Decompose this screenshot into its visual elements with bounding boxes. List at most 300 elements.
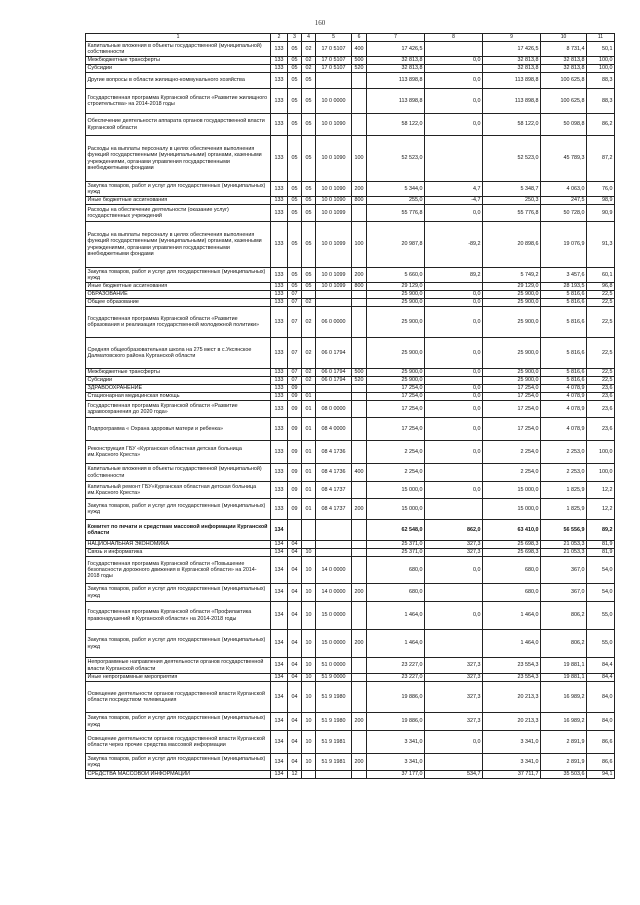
table-row (86, 418, 615, 441)
value-executed: 19 881,1 (541, 658, 587, 674)
code-expense-type (352, 557, 367, 584)
value-executed: 806,2 (541, 602, 587, 630)
row-name: Общее образование (86, 299, 271, 307)
code-admin: 133 (271, 441, 288, 464)
code-admin: 133 (271, 222, 288, 268)
code-expense-type: 100 (352, 222, 367, 268)
value-change: 0,0 (425, 338, 483, 369)
value-adjusted: 25 900,0 (483, 377, 541, 385)
value-change: 0,0 (425, 114, 483, 136)
code-admin: 134 (271, 630, 288, 658)
value-adjusted: 113 898,8 (483, 89, 541, 114)
row-name: Субсидии (86, 65, 271, 73)
row-name: Межбюджетные трансферты (86, 57, 271, 65)
column-number: 2 (271, 34, 288, 42)
code-subsection: 01 (302, 401, 316, 418)
code-subsection: 05 (302, 197, 316, 205)
code-subsection: 01 (302, 464, 316, 482)
value-percent: 12,2 (587, 482, 615, 499)
value-change: 534,7 (425, 771, 483, 779)
code-subsection: 10 (302, 584, 316, 602)
value-adjusted: 63 410,0 (483, 520, 541, 541)
value-change (425, 42, 483, 57)
table-row (86, 197, 615, 205)
code-subsection: 10 (302, 674, 316, 682)
code-target-item: 17 0 5107 (316, 42, 352, 57)
table-row (86, 369, 615, 377)
table-row (86, 65, 615, 73)
code-subsection: 05 (302, 114, 316, 136)
code-section: 09 (288, 385, 302, 393)
value-executed: 367,0 (541, 557, 587, 584)
code-expense-type (352, 658, 367, 674)
code-expense-type (352, 307, 367, 338)
code-admin: 134 (271, 602, 288, 630)
value-adjusted: 32 813,8 (483, 57, 541, 65)
value-approved: 255,0 (367, 197, 425, 205)
code-section: 04 (288, 754, 302, 771)
code-subsection: 05 (302, 182, 316, 197)
row-name: Стационарная медицинская помощь (86, 393, 271, 401)
value-percent: 90,9 (587, 205, 615, 222)
table-row (86, 42, 615, 57)
value-percent: 96,8 (587, 283, 615, 291)
code-admin: 134 (271, 549, 288, 557)
code-section: 05 (288, 136, 302, 182)
code-subsection: 02 (302, 307, 316, 338)
value-executed: 21 053,3 (541, 549, 587, 557)
row-name: Расходы на выплаты персоналу в целях обеспечения выполнения функций государственными (муниципальными) органами, казенными учреждениями, органами управления государственными внебюджетными фондами (86, 222, 271, 268)
column-number: 3 (288, 34, 302, 42)
value-approved: 3 341,0 (367, 731, 425, 754)
code-admin: 134 (271, 557, 288, 584)
code-expense-type: 100 (352, 136, 367, 182)
row-name: ЗДРАВООХРАНЕНИЕ (86, 385, 271, 393)
code-subsection: 02 (302, 57, 316, 65)
code-admin: 133 (271, 136, 288, 182)
code-subsection: 05 (302, 205, 316, 222)
value-change (425, 584, 483, 602)
table-row (86, 731, 615, 754)
code-subsection: 01 (302, 441, 316, 464)
code-admin: 133 (271, 73, 288, 89)
value-adjusted: 2 254,0 (483, 441, 541, 464)
page-number: 160 (314, 19, 326, 27)
code-target-item: 10 0 1090 (316, 114, 352, 136)
code-admin: 133 (271, 291, 288, 299)
code-expense-type: 520 (352, 377, 367, 385)
code-target-item (316, 520, 352, 541)
code-section: 09 (288, 441, 302, 464)
value-percent: 98,9 (587, 197, 615, 205)
value-percent: 91,3 (587, 222, 615, 268)
code-subsection: 10 (302, 557, 316, 584)
value-percent: 86,2 (587, 114, 615, 136)
value-approved: 2 254,0 (367, 464, 425, 482)
value-percent: 76,0 (587, 182, 615, 197)
code-expense-type: 500 (352, 57, 367, 65)
code-target-item: 10 0 1090 (316, 136, 352, 182)
value-adjusted: 58 122,0 (483, 114, 541, 136)
value-executed: 5 816,6 (541, 338, 587, 369)
value-percent: 12,2 (587, 499, 615, 520)
value-change: 0,0 (425, 369, 483, 377)
code-admin: 133 (271, 464, 288, 482)
table-row (86, 482, 615, 499)
row-name: Иные бюджетные ассигнования (86, 197, 271, 205)
row-name: Обеспечение деятельности аппарата органов государственной власти Курганской области (86, 114, 271, 136)
code-target-item: 06 0 1794 (316, 338, 352, 369)
value-change: -4,7 (425, 197, 483, 205)
code-target-item (316, 549, 352, 557)
row-name: Государственная программа Курганской области «Профилактика правонарушений в Курганской области» на 2014-2018 годы (86, 602, 271, 630)
code-subsection: 05 (302, 222, 316, 268)
value-approved: 23 227,0 (367, 674, 425, 682)
code-expense-type (352, 549, 367, 557)
value-approved: 23 227,0 (367, 658, 425, 674)
code-target-item: 51 9 1981 (316, 731, 352, 754)
value-adjusted: 17 254,0 (483, 385, 541, 393)
table-row (86, 713, 615, 731)
code-expense-type: 200 (352, 584, 367, 602)
code-subsection (302, 541, 316, 549)
row-name: НАЦИОНАЛЬНАЯ ЭКОНОМИКА (86, 541, 271, 549)
code-target-item: 08 4 1736 (316, 441, 352, 464)
value-adjusted: 25 900,0 (483, 291, 541, 299)
value-executed: 4 078,9 (541, 418, 587, 441)
value-adjusted: 2 254,0 (483, 464, 541, 482)
value-approved: 29 129,0 (367, 283, 425, 291)
row-name: Капитальные вложения в объекты государственной (муниципальной) собственности (86, 464, 271, 482)
code-expense-type (352, 73, 367, 89)
code-section: 05 (288, 222, 302, 268)
code-target-item: 10 0 1099 (316, 222, 352, 268)
row-name: Средняя общеобразовательная школа на 275 мест в с.Уксянское Далматовского района Курганской области (86, 338, 271, 369)
value-percent: 86,6 (587, 731, 615, 754)
value-change (425, 283, 483, 291)
row-name: Капитальные вложения в объекты государственной (муниципальной) собственности (86, 42, 271, 57)
row-name: Иные бюджетные ассигнования (86, 283, 271, 291)
value-change: 327,3 (425, 674, 483, 682)
code-subsection (302, 520, 316, 541)
table-row (86, 114, 615, 136)
value-approved: 680,0 (367, 557, 425, 584)
value-executed: 19 881,1 (541, 674, 587, 682)
row-name: Закупка товаров, работ и услуг для государственных (муниципальных) нужд (86, 754, 271, 771)
code-subsection: 10 (302, 754, 316, 771)
value-percent: 23,6 (587, 393, 615, 401)
value-percent: 84,0 (587, 713, 615, 731)
value-adjusted: 17 254,0 (483, 418, 541, 441)
code-admin: 133 (271, 401, 288, 418)
code-target-item: 06 0 0000 (316, 307, 352, 338)
row-name: Капитальный ремонт ГБУ«Курганская областная детская больница им.Красного Креста» (86, 482, 271, 499)
code-expense-type (352, 393, 367, 401)
code-admin: 133 (271, 418, 288, 441)
table-row (86, 401, 615, 418)
value-change (425, 754, 483, 771)
code-target-item: 10 0 0000 (316, 89, 352, 114)
code-target-item (316, 73, 352, 89)
code-expense-type (352, 299, 367, 307)
code-expense-type (352, 205, 367, 222)
value-adjusted: 25 698,3 (483, 541, 541, 549)
row-name: Государственная программа Курганской области «Развитие жилищного строительства» на 2014-2018 годы (86, 89, 271, 114)
value-approved: 58 122,0 (367, 114, 425, 136)
value-approved: 25 900,0 (367, 377, 425, 385)
value-approved: 2 254,0 (367, 441, 425, 464)
row-name: Закупка товаров, работ и услуг для государственных (муниципальных) нужд (86, 713, 271, 731)
row-name: Государственная программа Курганской области «Развитие здравоохранения до 2020 года» (86, 401, 271, 418)
value-percent: 100,0 (587, 464, 615, 482)
code-admin: 133 (271, 307, 288, 338)
value-percent: 81,9 (587, 541, 615, 549)
code-target-item: 08 4 1737 (316, 499, 352, 520)
code-target-item: 10 0 1090 (316, 197, 352, 205)
code-target-item: 15 0 0000 (316, 602, 352, 630)
code-admin: 133 (271, 197, 288, 205)
value-approved: 1 464,0 (367, 630, 425, 658)
value-approved: 5 660,0 (367, 268, 425, 283)
code-expense-type (352, 674, 367, 682)
value-change (425, 136, 483, 182)
row-name: Межбюджетные трансферты (86, 369, 271, 377)
code-section: 04 (288, 541, 302, 549)
value-adjusted: 17 426,5 (483, 42, 541, 57)
code-expense-type: 800 (352, 283, 367, 291)
table-row (86, 338, 615, 369)
value-approved: 25 900,0 (367, 291, 425, 299)
value-executed: 50 728,0 (541, 205, 587, 222)
value-percent: 54,0 (587, 584, 615, 602)
code-admin: 134 (271, 713, 288, 731)
code-section: 05 (288, 65, 302, 73)
value-adjusted: 20 213,3 (483, 682, 541, 713)
code-subsection: 02 (302, 369, 316, 377)
value-adjusted: 3 341,0 (483, 731, 541, 754)
value-executed: 4 078,9 (541, 385, 587, 393)
value-percent: 88,3 (587, 89, 615, 114)
table-row (86, 291, 615, 299)
value-change (425, 464, 483, 482)
value-executed: 1 825,9 (541, 482, 587, 499)
table-row (86, 541, 615, 549)
value-percent: 50,1 (587, 42, 615, 57)
row-name: Расходы на выплаты персоналу в целях обеспечения выполнения функций государственными (муниципальными) органами, казенными учреждениями, органами управления государственными внебюджетными фондами (86, 136, 271, 182)
code-admin: 133 (271, 89, 288, 114)
code-section: 05 (288, 57, 302, 65)
table-row (86, 205, 615, 222)
code-section: 04 (288, 713, 302, 731)
value-percent: 23,6 (587, 385, 615, 393)
value-change: 0,0 (425, 731, 483, 754)
value-executed: 100 625,8 (541, 89, 587, 114)
value-executed: 5 816,6 (541, 291, 587, 299)
value-approved: 680,0 (367, 584, 425, 602)
row-name: Государственная программа Курганской области «Развитие образования и реализация государственной молодежной политики» (86, 307, 271, 338)
code-expense-type (352, 441, 367, 464)
code-subsection: 02 (302, 377, 316, 385)
code-section: 07 (288, 338, 302, 369)
code-expense-type (352, 89, 367, 114)
value-executed: 28 193,5 (541, 283, 587, 291)
table-row (86, 393, 615, 401)
code-expense-type: 800 (352, 197, 367, 205)
code-subsection: 10 (302, 658, 316, 674)
code-expense-type (352, 401, 367, 418)
value-percent: 100,0 (587, 57, 615, 65)
value-approved: 17 426,5 (367, 42, 425, 57)
row-name: Освещение деятельности органов государственной власти Курганской области посредством телевещания (86, 682, 271, 713)
code-expense-type: 200 (352, 713, 367, 731)
table-row (86, 268, 615, 283)
code-section: 07 (288, 307, 302, 338)
value-executed: 35 503,6 (541, 771, 587, 779)
table-row (86, 771, 615, 779)
value-adjusted: 1 464,0 (483, 602, 541, 630)
table-row (86, 307, 615, 338)
value-change: 0,0 (425, 418, 483, 441)
value-approved: 25 371,0 (367, 549, 425, 557)
value-change: 0,0 (425, 385, 483, 393)
table-row (86, 385, 615, 393)
code-section: 04 (288, 674, 302, 682)
code-target-item: 10 0 1099 (316, 205, 352, 222)
row-name: Комитет по печати и средствам массовой информации Курганской области (86, 520, 271, 541)
code-section: 12 (288, 771, 302, 779)
column-number: 11 (587, 34, 615, 42)
code-target-item: 51 9 0000 (316, 674, 352, 682)
value-percent: 22,5 (587, 377, 615, 385)
code-admin: 133 (271, 369, 288, 377)
code-admin: 133 (271, 42, 288, 57)
value-adjusted: 17 254,0 (483, 393, 541, 401)
value-adjusted: 37 711,7 (483, 771, 541, 779)
code-section: 05 (288, 205, 302, 222)
row-name: Государственная программа Курганской области «Повышение безопасности дорожного движения в Курганской области» на 2014-2018 годы (86, 557, 271, 584)
code-subsection: 10 (302, 602, 316, 630)
value-percent: 87,2 (587, 136, 615, 182)
row-name: Связь и информатика (86, 549, 271, 557)
code-admin: 134 (271, 731, 288, 754)
code-subsection: 10 (302, 549, 316, 557)
code-section: 05 (288, 89, 302, 114)
table-row (86, 520, 615, 541)
value-change: 4,7 (425, 182, 483, 197)
code-subsection: 05 (302, 268, 316, 283)
value-adjusted: 1 464,0 (483, 630, 541, 658)
code-target-item: 17 0 5107 (316, 65, 352, 73)
code-target-item: 08 4 1737 (316, 482, 352, 499)
table-row (86, 89, 615, 114)
value-change: 0,0 (425, 441, 483, 464)
code-section: 07 (288, 299, 302, 307)
value-change: 862,0 (425, 520, 483, 541)
row-name: Закупка товаров, работ и услуг для государственных (муниципальных) нужд (86, 182, 271, 197)
value-executed: 5 816,6 (541, 299, 587, 307)
value-executed: 1 825,9 (541, 499, 587, 520)
value-executed: 2 891,9 (541, 731, 587, 754)
value-change: 327,3 (425, 682, 483, 713)
code-section: 07 (288, 369, 302, 377)
value-change: 327,3 (425, 541, 483, 549)
code-admin: 134 (271, 658, 288, 674)
value-change (425, 499, 483, 520)
value-adjusted: 25 900,0 (483, 369, 541, 377)
code-expense-type: 200 (352, 499, 367, 520)
value-executed: 50 098,8 (541, 114, 587, 136)
code-expense-type (352, 114, 367, 136)
row-name: СРЕДСТВА МАССОВОЙ ИНФОРМАЦИИ (86, 771, 271, 779)
code-section: 09 (288, 464, 302, 482)
value-change (425, 630, 483, 658)
value-executed: 56 556,9 (541, 520, 587, 541)
code-expense-type (352, 602, 367, 630)
table-row (86, 73, 615, 89)
value-executed: 8 731,4 (541, 42, 587, 57)
row-name: Закупка товаров, работ и услуг для государственных (муниципальных) нужд (86, 499, 271, 520)
value-approved: 1 464,0 (367, 602, 425, 630)
table-row (86, 499, 615, 520)
value-percent: 84,4 (587, 658, 615, 674)
value-change (425, 65, 483, 73)
value-percent: 23,6 (587, 401, 615, 418)
table-row (86, 584, 615, 602)
value-approved: 20 987,8 (367, 222, 425, 268)
code-admin: 133 (271, 393, 288, 401)
value-percent: 60,1 (587, 268, 615, 283)
row-name: Иные непрограммные мероприятия (86, 674, 271, 682)
value-percent: 84,4 (587, 674, 615, 682)
code-section: 05 (288, 268, 302, 283)
code-expense-type: 200 (352, 268, 367, 283)
code-expense-type: 520 (352, 65, 367, 73)
code-target-item: 51 9 1981 (316, 754, 352, 771)
value-adjusted: 113 898,8 (483, 73, 541, 89)
value-adjusted: 5 348,7 (483, 182, 541, 197)
value-percent: 81,9 (587, 549, 615, 557)
code-subsection (302, 385, 316, 393)
code-section: 04 (288, 682, 302, 713)
value-executed: 100 625,8 (541, 73, 587, 89)
code-section: 05 (288, 114, 302, 136)
code-target-item (316, 541, 352, 549)
value-percent: 84,0 (587, 682, 615, 713)
code-admin: 133 (271, 268, 288, 283)
code-admin: 133 (271, 499, 288, 520)
table-row (86, 557, 615, 584)
value-change: 0,0 (425, 205, 483, 222)
code-admin: 133 (271, 57, 288, 65)
code-target-item: 17 0 5107 (316, 57, 352, 65)
row-name: Закупка товаров, работ и услуг для государственных (муниципальных) нужд (86, 268, 271, 283)
code-expense-type: 400 (352, 42, 367, 57)
code-expense-type (352, 541, 367, 549)
value-executed: 16 989,2 (541, 713, 587, 731)
value-executed: 32 813,8 (541, 57, 587, 65)
code-section: 04 (288, 584, 302, 602)
value-adjusted: 23 554,3 (483, 674, 541, 682)
code-subsection: 05 (302, 136, 316, 182)
value-approved: 113 898,8 (367, 89, 425, 114)
value-executed: 3 457,6 (541, 268, 587, 283)
code-admin: 134 (271, 754, 288, 771)
code-subsection (302, 771, 316, 779)
code-subsection: 10 (302, 731, 316, 754)
code-expense-type (352, 731, 367, 754)
code-expense-type: 500 (352, 369, 367, 377)
code-subsection: 10 (302, 630, 316, 658)
